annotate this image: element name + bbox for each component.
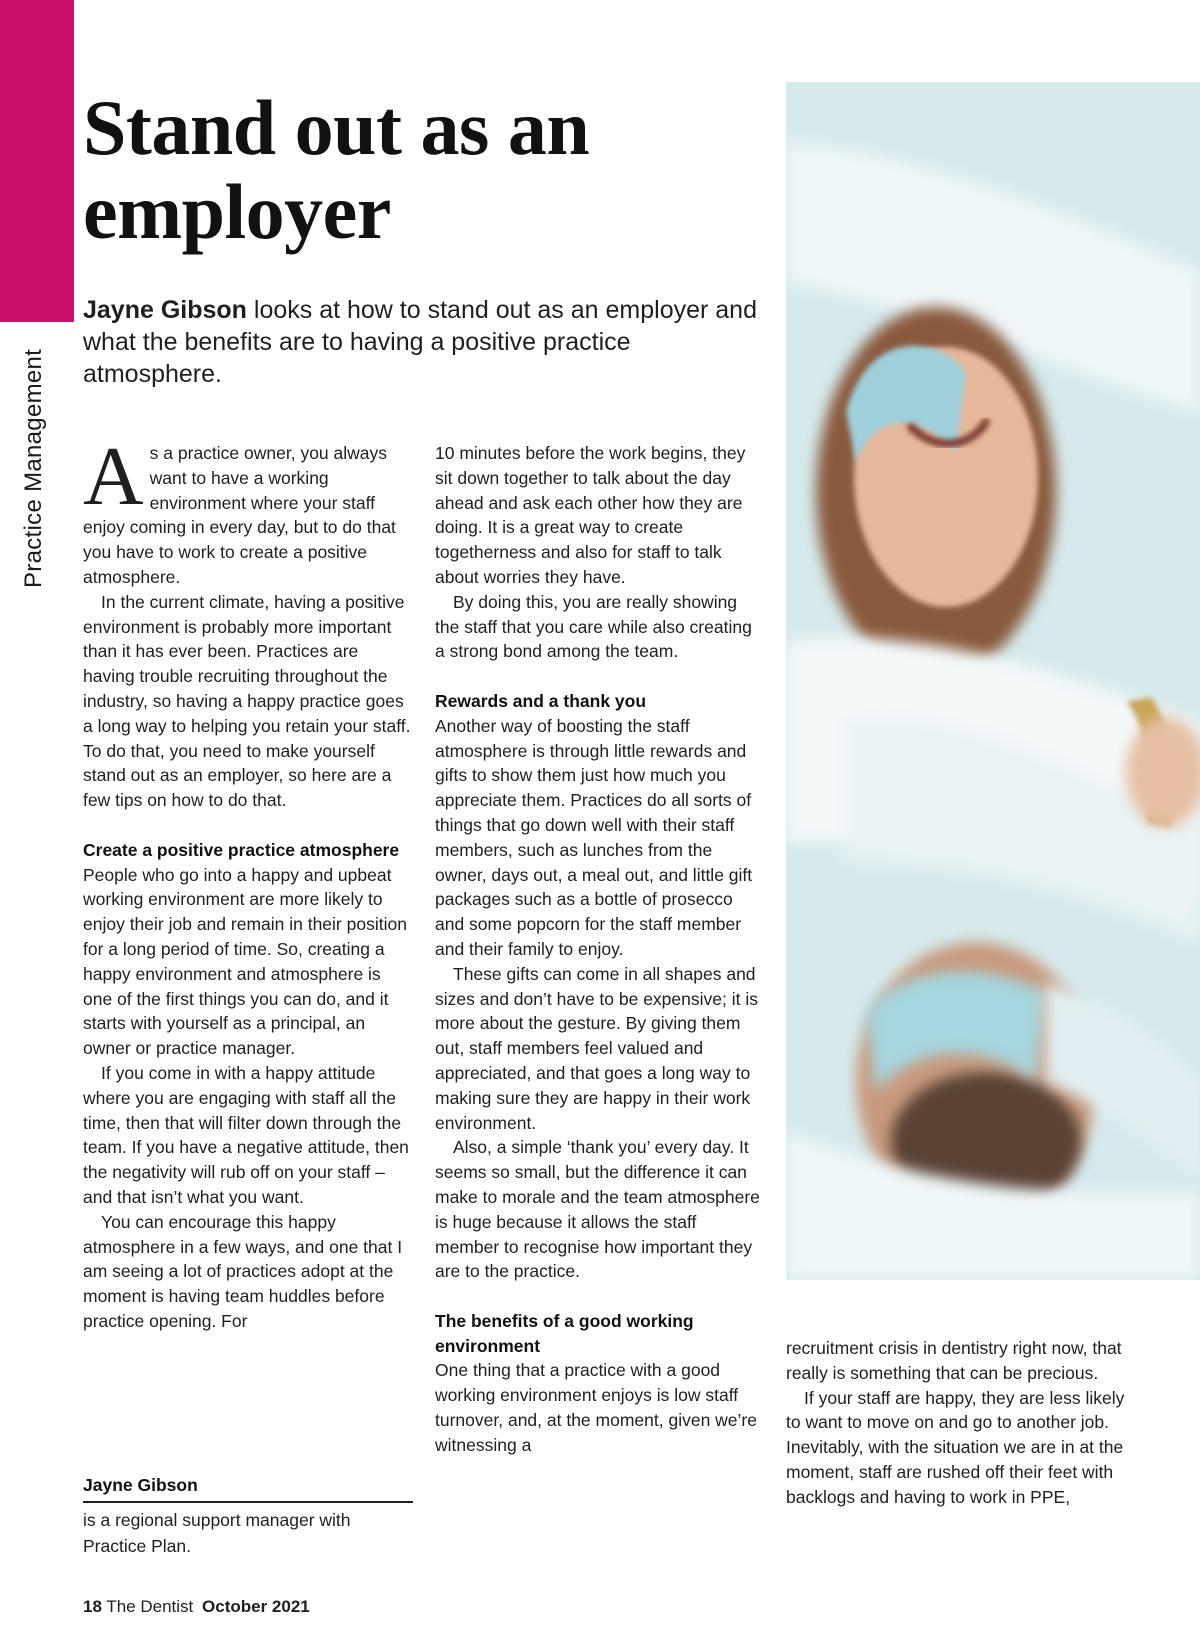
paragraph: recruitment crisis in dentistry right now, that really is something that can be precious.: [786, 1338, 1122, 1383]
paragraph: People who go into a happy and upbeat working environment are more likely to enjoy their job and remain in their position for a long period of time. So, creating a happy environment and atmosphere is one of the first things you can do, and it starts with yourself as a principal, an owner or practice manager.: [83, 864, 407, 1059]
author-role: is a regional support manager with Practice Plan.: [83, 1510, 351, 1556]
author-bio: [83, 1473, 413, 1559]
standfirst: [83, 294, 763, 390]
drop-cap: A: [83, 430, 144, 523]
paragraph: In the current climate, having a positive environment is probably more important than it has ever been. Practices are having trouble recruiting throughout the industry, so having a happy practice goes a long way to helping you retain your staff. To do that, you need to make yourself stand out as an employer, so here are a few tips on how to do that.: [83, 591, 411, 811]
headline-line-2: employer: [83, 168, 391, 255]
headline: [83, 86, 703, 254]
publication-name: The Dentist: [106, 1597, 194, 1616]
paragraph: By doing this, you are really showing the staff that you care while also creating a strong bond among the team.: [435, 591, 752, 662]
subheading-positive-atmosphere: Create a positive practice atmosphere: [83, 839, 400, 860]
standfirst-text: looks at how to stand out as an employer and what the benefits are to having a positive practice atmosphere.: [83, 296, 757, 388]
headline-line-1: Stand out as an: [83, 84, 590, 171]
article-column-2: [435, 441, 765, 1458]
paragraph: One thing that a practice with a good working environment enjoys is low staff turnover, and, at the moment, given we’re witnessing a: [435, 1360, 757, 1455]
article-column-3: [786, 1336, 1126, 1510]
page-footer: [83, 1597, 310, 1617]
subheading-benefits: The benefits of a good working environment: [435, 1310, 694, 1356]
team-photo-illustration: [786, 82, 1200, 1280]
paragraph: 10 minutes before the work begins, they sit down together to talk about the day ahead and ask each other how they are doing. It is a great way to create togetherness and also for staff to talk about worries they have.: [435, 443, 746, 587]
section-color-bar: [0, 0, 74, 322]
intro-text: s a practice owner, you always want to have a working environment where your staff enjoy coming in every day, but to do that you have to work to create a positive atmosphere.: [83, 443, 396, 587]
team-photo: [786, 82, 1200, 1280]
standfirst-author: Jayne Gibson: [83, 296, 247, 324]
paragraph: These gifts can come in all shapes and sizes and don’t have to be expensive; it is more about the gesture. By giving them out, staff members feel valued and appreciated, and that goes a long way to making sure they are happy in their work environment.: [435, 963, 758, 1133]
page-number: 18: [83, 1597, 102, 1616]
author-name: Jayne Gibson: [83, 1473, 413, 1503]
intro-paragraph: [83, 430, 413, 590]
issue-date: October 2021: [202, 1597, 310, 1616]
section-label: Practice Management: [20, 348, 47, 588]
paragraph: You can encourage this happy atmosphere in a few ways, and one that I am seeing a lot of practices adopt at the moment is having team huddles before practice opening. For: [83, 1211, 403, 1331]
article-column-1: [83, 430, 413, 1334]
paragraph: If your staff are happy, they are less likely to want to move on and go to another job. Inevitably, with the situation we are in at the moment, staff are rushed off their feet with backlogs and having to work in PPE,: [786, 1387, 1125, 1507]
paragraph: Another way of boosting the staff atmosphere is through little rewards and gifts to show them just how much you appreciate them. Practices do all sorts of things that go down well with their staff members, such as lunches from the owner, days out, a meal out, and little gift packages such as a bottle of prosecco and some popcorn for the staff member and their family to enjoy.: [435, 715, 753, 959]
subheading-rewards: Rewards and a thank you: [435, 690, 647, 711]
paragraph: Also, a simple ‘thank you’ every day. It seems so small, but the difference it can make to morale and the team atmosphere is huge because it allows the staff member to recognise how important they are to the practice.: [435, 1137, 760, 1282]
paragraph: If you come in with a happy attitude where you are engaging with staff all the time, then that will filter down through the team. If you have a negative attitude, then the negativity will rub off on your staff – and that isn’t what you want.: [83, 1062, 409, 1207]
